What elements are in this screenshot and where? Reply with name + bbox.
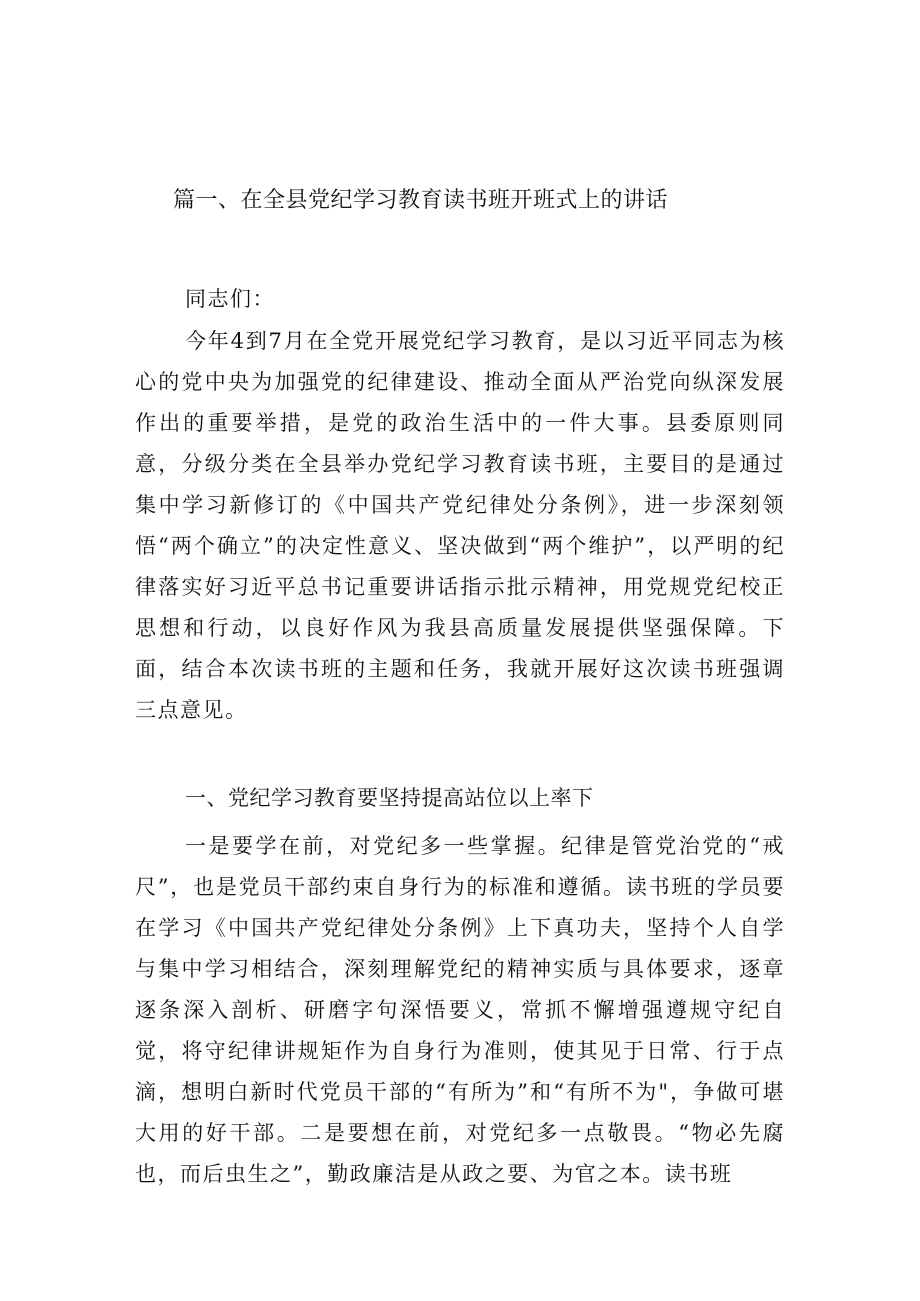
intro-paragraph: 今年4到7月在全党开展党纪学习教育，是以习近平同志为核心的党中央为加强党的纪律建设、推动全面从严治党向纵深发展作出的重要举措，是党的政治生活中的一件大事。县委原则同意，分级分类在全县举办党纪学习教育读书班，主要目的是通过集中学习新修订的《中国共产党纪律处分条例》，进一步深刻领悟“两个确立”的决定性意义、坚决做到“两个维护”，以严明的纪律落实好习近平总书记重要讲话指示批示精神，用党规党纪校正思想和行动，以良好作风为我县高质量发展提供坚强保障。下面，结合本次读书班的主题和任务，我就开展好这次读书班强调三点意见。 [135, 329, 785, 722]
salutation: 同志们： [185, 287, 275, 311]
document-title: 篇一、在全县党纪学习教育读书班开班式上的讲话 [173, 188, 669, 213]
section-heading: 一、党纪学习教育要坚持提高站位以上率下 [185, 786, 594, 810]
section-paragraph: 一是要学在前，对党纪多一些掌握。纪律是管党治党的“戒尺”，也是党员干部约束自身行为的标准和遵循。读书班的学员要在学习《中国共产党纪律处分条例》上下真功夫，坚持个人自学与集中学习相结合，深刻理解党纪的精神实质与具体要求，逐章逐条深入剖析、研磨字句深悟要义，常抓不懈增强遵规守纪自觉，将守纪律讲规矩作为自身行为准则，使其见于日常、行于点滴，想明白新时代党员干部的“有所为”和“有所不为"，争做可堪大用的好干部。二是要想在前，对党纪多一点敬畏。“物必先腐也，而后虫生之”，勤政廉洁是从政之要、为官之本。读书班 [135, 834, 785, 1186]
